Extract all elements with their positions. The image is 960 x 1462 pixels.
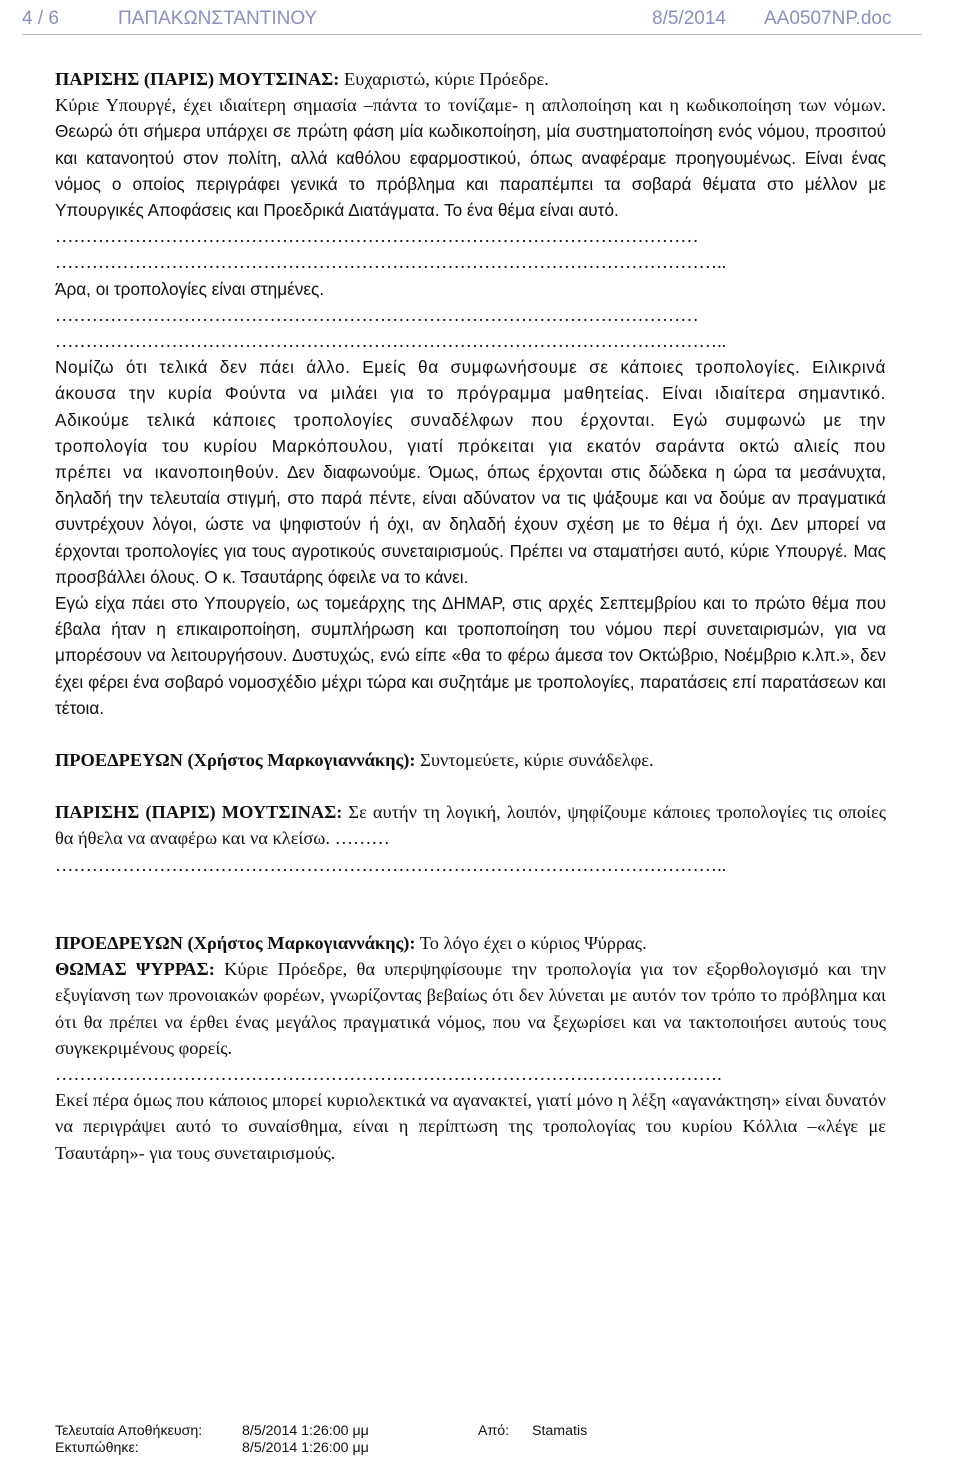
paragraph-moutsinas-intro [55,66,886,223]
footer-row-printed [55,1440,655,1457]
from-value: Stamatis [532,1423,588,1439]
paragraph-text: Κύριε Υπουργέ, έχει ιδιαίτερη σημασία –πάντα το τονίζαμε- η απλοποίηση και η κωδικοποίηση των νόμων. [55,95,886,116]
paragraph-moutsinas-closing [55,799,886,851]
speaker-name: ΠΑΡΙΣΗΣ (ΠΑΡΙΣ) ΜΟΥΤΣΙΝΑΣ: [55,69,340,89]
paragraph-text: Δεν διαφωνούμε. Όμως, όπως έρχονται στις δώδεκα η ώρα τα μεσάνυχτα, δηλαδή την τελευταία στιγμή, στο παρά πέντε, είναι αδύνατον να τις ψάξουμε και να δούμε αν πραγματικά συντρέχουν λόγοι, ώστε να ψηφιστούν ή όχι, αν δηλαδή έχουν σχέση με το θέμα ή όχι. Δεν μπορεί να έρχονται τροπολογίες για τους αγροτικούς συνεταιρισμούς. Πρέπει να σταματήσει αυτό, κύριε Υπουργέ. Μας προσβάλλει όλους. Ο κ. Τσαυτάρης όφειλε να το κάνει. [55,462,886,587]
printed-label: Εκτυπώθηκε: [55,1440,139,1456]
paragraph-chair-floor [55,930,886,956]
paragraph-amendments-discussion [55,354,886,590]
paragraph-text: Συντομεύετε, κύριε συνάδελφε. [415,750,654,771]
page-footer [55,1423,655,1457]
spacer [55,773,886,799]
paragraph-text: Ευχαριστώ, κύριε Πρόεδρε. [339,69,549,89]
page-number: 4 / 6 [22,8,59,29]
elision-dots: ……………………………………………………………………………………………….. [55,854,727,875]
spacer [55,878,886,904]
elision-dots: ………………………………………………………………………………………………. [55,1063,722,1084]
header-date: 8/5/2014 [652,8,726,29]
paragraph-text: Νομίζω ότι τελικά δεν πάει άλλο. Εμείς θα συμφωνήσουμε σε κάποιες τροπολογίες. Ειλικρινά άκουσα την κυρία Φούντα να μιλάει για το πρόγραμμα μαθητείας. Είναι ιδιαίτερα σημαντικό. Αδικούμε τελικά κάποιες τροπολογίες συναδέλφων που έρχονται. Εγώ συμφωνώ με την τροπολογία του κυρίου Μαρκόπουλου, γιατί πρόκειται για εκατόν σαράντα οκτώ αλιείς που πρέπει να ικανοποιηθούν. [55,357,886,483]
printed-value: 8/5/2014 1:26:00 μμ [242,1440,369,1456]
paragraph-amendments-rigged: Άρα, οι τροπολογίες είναι στημένες. [55,278,325,299]
paragraph-text: Σε αυτήν τη λογική, λοιπόν, ψηφίζουμε κάποιες τροπολογίες τις οποίες θα ήθελα να αναφέρω και να κλείσω. [55,802,886,849]
speaker-name: ΠΡΟΕΔΡΕΥΩΝ (Χρήστος Μαρκογιαννάκης): [55,750,416,771]
paragraph-text: Κύριε Πρόεδρε, θα υπερψηφίσουμε την τροπολογία για τον εξορθολογισμό και την εξυγίανση των προνοιακών φορέων, γνωρίζοντας βεβαίως ότι δεν λύνεται με αυτόν τον τρόπο το πρόβλημα και ότι θα πρέπει να έρθει ένας μεγάλος πραγματικά νόμος, που να ξεχωρίσει και να τακτοποιήσει αυτούς τους συγκεκριμένους φορείς. [55,959,887,1058]
header-filename: AA0507NP.doc [764,8,892,29]
paragraph-psyrras [55,956,886,1061]
speaker-name: ΠΡΟΕΔΡΕΥΩΝ (Χρήστος Μαρκογιαννάκης): [55,932,416,953]
saved-value: 8/5/2014 1:26:00 μμ [242,1423,369,1439]
elision-dots: …………………………………………………………………………………………… [55,226,699,247]
document-body [55,66,886,1166]
elision-dots: ……………………………………………………………………………………………….. [55,252,727,273]
paragraph-ministry-visit: Εγώ είχα πάει στο Υπουργείο, ως τομεάρχης της ΔΗΜΑΡ, στις αρχές Σεπτεμβρίου και το πρώτο θέμα που έβαλα ήταν η επικαιροποίηση, συμπλήρωση και τροποποίηση του νόμου περί συνεταιρισμών, για να μπορέσουν να λειτουργήσουν. Δυστυχώς, ενώ είπε «θα το φέρω άμεσα τον Οκτώβριο, Νοέμβριο κ.λπ.», δεν έχει φέρει ένα σοβαρό νομοσχέδιο μέχρι τώρα και συζητάμε με τροπολογίες, παρατάσεις επί παρατάσεων και τέτοια. [55,593,886,718]
speaker-name: ΠΑΡΙΣΗΣ (ΠΑΡΙΣ) ΜΟΥΤΣΙΝΑΣ: [55,802,343,823]
page-header [12,6,948,34]
from-label: Από: [478,1423,510,1439]
spacer [55,904,886,930]
speaker-name: ΘΩΜΑΣ ΨΥΡΡΑΣ: [55,959,215,980]
footer-row-saved [55,1423,655,1440]
paragraph-text: Θεωρώ ότι σήμερα υπάρχει σε πρώτη φάση μία κωδικοποίηση, μία συστηματοποίηση ενός νόμου, προσιτού και κατανοητού στον πολίτη, αλλά καθόλου εφαρμοστικού, όπως αναφέραμε προηγουμένως. Είναι ένας νόμος ο οποίος περιγράφει γενικά το πρόβλημα και παραπέμπει τα σοβαρά θέματα στο μέλλον με Υπουργικές Αποφάσεις και Προεδρικά Διατάγματα. Το ένα θέμα είναι αυτό. [55,121,886,221]
paragraph-indignation: Εκεί πέρα όμως που κάποιος μπορεί κυριολεκτικά να αγανακτεί, γιατί μόνο η λέξη «αγανάκτηση» είναι δυνατόν να περιγράψει αυτό το συναίσθημα, είναι η περίπτωση της τροπολογίας του κυρίου Κόλλια –«λέγε με Τσαυτάρη»- για τους συνεταιρισμούς. [55,1090,886,1163]
header-author: ΠΑΠΑΚΩΝΣΤΑΝΤΙΝΟΥ [118,8,318,29]
spacer [55,721,886,747]
header-divider [22,34,922,35]
elision-dots: ……… [334,828,390,849]
elision-dots: …………………………………………………………………………………………… [55,304,699,325]
paragraph-text: Το λόγο έχει ο κύριος Ψύρρας. [415,932,647,953]
saved-label: Τελευταία Αποθήκευση: [55,1423,203,1439]
paragraph-chair-interjection [55,747,886,773]
elision-dots: ……………………………………………………………………………………………….. [55,331,727,352]
